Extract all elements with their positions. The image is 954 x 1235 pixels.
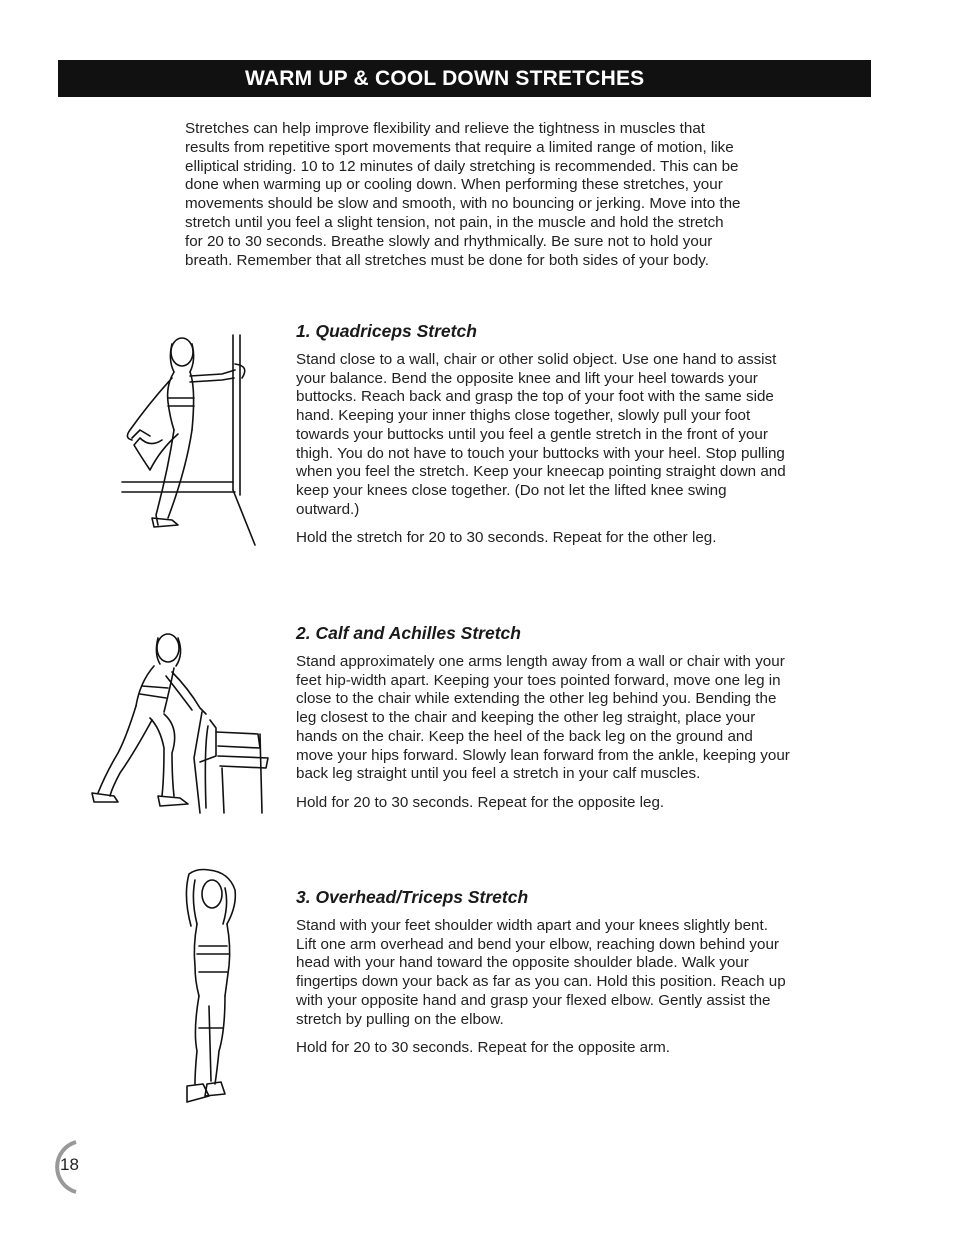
section-title-bar [58, 60, 871, 97]
overhead-triceps-stretch-illustration [175, 866, 245, 1116]
section-body: Stand approximately one arms length away from a wall or chair with your feet hip-width apart. Keeping your toes pointed forward, move one leg in close to the chair while extending the other leg behind you. Bending the leg closest to the chair and keeping the other leg straight, place your hands on the chair. Keep the heel of the back leg on the ground and move your hips forward. Slowly lean forward from the ankle, keeping your back leg straight until you feel a stretch in your calf muscles. [296, 653, 790, 783]
section-body: Stand close to a wall, chair or other solid object. Use one hand to assist your balance. Bend the opposite knee and lift your heel towards your buttocks. Reach back and grasp the top of your foot with the same side hand. Keeping your inner thighs close together, slowly pull your foot towards your buttocks until you feel a gentle stretch in the front of your thigh. You do not have to touch your buttocks with your heel. Stop pulling when you feel the stretch. Keep your kneecap pointing straight down and keep your knees close together. (Do not let the lifted knee swing outward.) [296, 351, 786, 518]
section-hold-note: Hold the stretch for 20 to 30 seconds. Repeat for the other leg. [296, 529, 717, 547]
calf-achilles-stretch-section [296, 623, 791, 813]
section-body: Stand with your feet shoulder width apart and your knees slightly bent. Lift one arm overhead and bend your elbow, reaching down behind your head with your hand toward the opposite shoulder blade. Walk your fingertips down your back as far as you can. Hold this position. Reach up with your opposite hand and grasp your flexed elbow. Gently assist the stretch by pulling on the elbow. [296, 917, 786, 1028]
calf-achilles-stretch-illustration [88, 628, 278, 823]
quadriceps-stretch-illustration [110, 330, 265, 550]
section-hold-note: Hold for 20 to 30 seconds. Repeat for the opposite leg. [296, 793, 665, 811]
quadriceps-stretch-section [296, 321, 791, 548]
intro-paragraph: Stretches can help improve flexibility and relieve the tightness in muscles that results from repetitive sport movements that require a limited range of motion, like elliptical striding. 10 to 12 minutes of daily stretching is recommended. This can be done when warming up or cooling down. When performing these stretches, your movements should be slow and smooth, with no bouncing or jerking. Move into the stretch until you feel a slight tension, not pain, in the muscle and hold the stretch for 20 to 30 seconds. Breathe slowly and rhythmically. Be sure not to hold your breath. Remember that all stretches must be done for both sides of your body. [185, 120, 741, 269]
overhead-triceps-stretch-section [296, 887, 791, 1058]
section-heading: 3. Overhead/Triceps Stretch [296, 887, 529, 907]
page-number: 18 [60, 1155, 79, 1174]
section-heading: 2. Calf and Achilles Stretch [296, 623, 521, 643]
page-title: WARM UP & COOL DOWN STRETCHES [245, 67, 645, 90]
section-heading: 1. Quadriceps Stretch [296, 321, 477, 341]
section-hold-note: Hold for 20 to 30 seconds. Repeat for the opposite arm. [296, 1039, 670, 1057]
